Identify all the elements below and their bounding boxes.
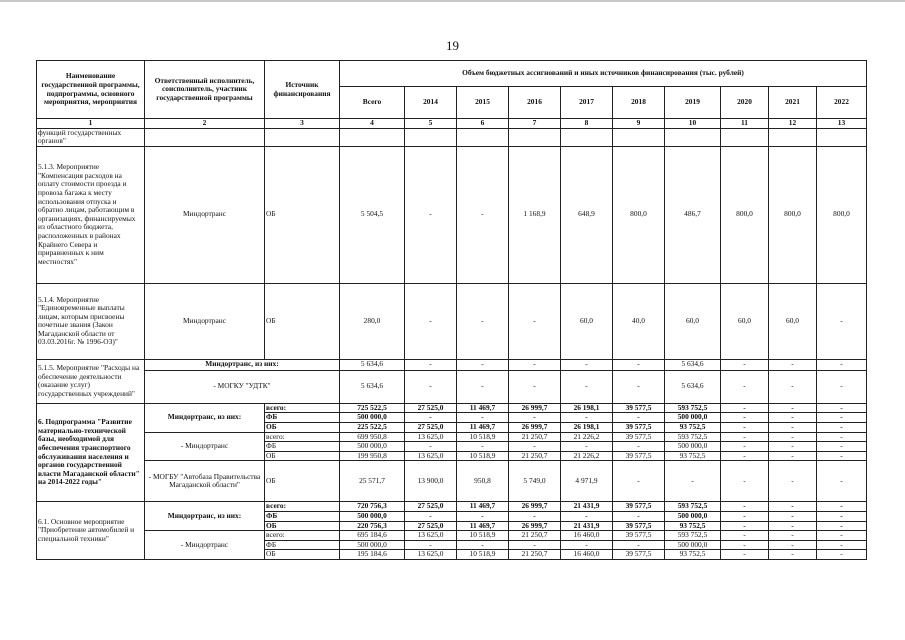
value-cell: - (613, 461, 665, 502)
table-row (37, 432, 867, 442)
value-cell: - (509, 511, 561, 521)
value-cell: 695 184,6 (340, 531, 405, 541)
header-source: Источник финансирования (265, 61, 340, 119)
value-cell: - (817, 432, 867, 442)
value-cell: - (721, 521, 769, 531)
value-cell: 800,0 (613, 146, 665, 283)
value-cell: - (769, 370, 817, 403)
value-cell: 593 752,5 (665, 432, 721, 442)
value-cell: - (721, 550, 769, 560)
value-cell: - (561, 540, 613, 550)
value-cell: 500 000,0 (340, 413, 405, 423)
value-cell: - (721, 403, 769, 413)
value-cell: - (509, 370, 561, 403)
column-number: 6 (457, 119, 509, 129)
value-cell: - (457, 413, 509, 423)
source-cell: ОБ (265, 146, 340, 283)
value-cell: - (721, 442, 769, 452)
value-cell: 21 431,9 (561, 502, 613, 512)
source-cell: ОБ (265, 283, 340, 359)
value-cell: 500 000,0 (340, 442, 405, 452)
value-cell: - (509, 540, 561, 550)
value-cell: 10 518,9 (457, 550, 509, 560)
value-cell: - (769, 413, 817, 423)
value-cell: - (817, 531, 867, 541)
value-cell: - (769, 461, 817, 502)
row-name: функций государственных органов" (37, 128, 145, 146)
source-cell: ФБ (265, 413, 340, 423)
value-cell: 5 749,0 (509, 461, 561, 502)
table-row (37, 502, 867, 512)
value-cell: - (769, 422, 817, 432)
value-cell: - (405, 146, 457, 283)
value-cell: 21 226,2 (561, 432, 613, 442)
value-cell: 486,7 (665, 146, 721, 283)
header-responsible: Ответственный исполнитель, соисполнитель, участник государственной программы (145, 61, 265, 119)
value-cell: 39 577,5 (613, 403, 665, 413)
source-cell: ОБ (265, 461, 340, 502)
table-row (37, 359, 867, 370)
value-cell: - (561, 370, 613, 403)
value-cell: - (561, 511, 613, 521)
value-cell: 13 900,0 (405, 461, 457, 502)
value-cell: 21 226,2 (561, 451, 613, 461)
value-cell: 21 250,7 (509, 451, 561, 461)
column-number: 4 (340, 119, 405, 129)
source-cell: ОБ (265, 451, 340, 461)
row-name: 6.1. Основное мероприятие "Приобретение автомобилей и специальной техники" (37, 502, 145, 560)
value-cell: 13 625,0 (405, 451, 457, 461)
continuation-row (37, 128, 867, 146)
value-cell: - (721, 511, 769, 521)
value-cell: 5 504,5 (340, 146, 405, 283)
value-cell: 21 250,7 (509, 432, 561, 442)
value-cell: 13 625,0 (405, 531, 457, 541)
value-cell: - (769, 403, 817, 413)
value-cell: - (457, 359, 509, 370)
value-cell: 27 525,0 (405, 502, 457, 512)
responsible-cell: - МОГКУ "УДТК" (145, 370, 340, 403)
value-cell: 500 000,0 (665, 540, 721, 550)
column-number: 5 (405, 119, 457, 129)
value-cell: 4 971,9 (561, 461, 613, 502)
column-number: 9 (613, 119, 665, 129)
header-year: 2017 (561, 87, 613, 119)
value-cell: - (613, 413, 665, 423)
value-cell: 648,9 (561, 146, 613, 283)
value-cell: - (613, 442, 665, 452)
value-cell: 39 577,5 (613, 432, 665, 442)
value-cell: 720 756,3 (340, 502, 405, 512)
value-cell: - (817, 550, 867, 560)
table-row (37, 531, 867, 541)
value-cell: - (721, 370, 769, 403)
header-year: 2022 (817, 87, 867, 119)
value-cell: 60,0 (769, 283, 817, 359)
column-number: 3 (265, 119, 340, 129)
header-year: 2020 (721, 87, 769, 119)
value-cell: 26 999,7 (509, 502, 561, 512)
value-cell: 27 525,0 (405, 403, 457, 413)
value-cell: - (817, 511, 867, 521)
value-cell: 26 999,7 (509, 521, 561, 531)
value-cell: 26 999,7 (509, 422, 561, 432)
column-number: 13 (817, 119, 867, 129)
value-cell: 500 000,0 (340, 511, 405, 521)
value-cell: - (817, 370, 867, 403)
value-cell: - (721, 422, 769, 432)
column-number: 2 (145, 119, 265, 129)
value-cell: 500 000,0 (665, 413, 721, 423)
value-cell: 93 752,5 (665, 422, 721, 432)
value-cell: - (769, 540, 817, 550)
value-cell: - (613, 359, 665, 370)
value-cell: - (817, 461, 867, 502)
value-cell: - (405, 370, 457, 403)
header-year: 2018 (613, 87, 665, 119)
value-cell: 39 577,5 (613, 422, 665, 432)
value-cell: - (817, 359, 867, 370)
value-cell: 500 000,0 (340, 540, 405, 550)
value-cell: 21 250,7 (509, 531, 561, 541)
value-cell: 60,0 (561, 283, 613, 359)
value-cell: 10 518,9 (457, 432, 509, 442)
value-cell: - (817, 283, 867, 359)
source-cell: ОБ (265, 550, 340, 560)
responsible-cell: Миндортранс (145, 283, 265, 359)
source-cell: всего: (265, 531, 340, 541)
value-cell: 500 000,0 (665, 442, 721, 452)
value-cell: - (405, 413, 457, 423)
column-number: 1 (37, 119, 145, 129)
value-cell: - (769, 550, 817, 560)
value-cell: 593 752,5 (665, 531, 721, 541)
value-cell: - (457, 540, 509, 550)
column-number: 11 (721, 119, 769, 129)
source-cell: ФБ (265, 511, 340, 521)
value-cell: 225 522,5 (340, 422, 405, 432)
value-cell: 13 625,0 (405, 550, 457, 560)
value-cell: - (817, 502, 867, 512)
header-year: 2019 (665, 87, 721, 119)
value-cell: 800,0 (721, 146, 769, 283)
value-cell: 5 634,6 (665, 370, 721, 403)
value-cell: - (509, 413, 561, 423)
value-cell: 40,0 (613, 283, 665, 359)
value-cell: 39 577,5 (613, 531, 665, 541)
value-cell: 5 634,6 (665, 359, 721, 370)
value-cell: - (405, 359, 457, 370)
value-cell: - (561, 413, 613, 423)
value-cell: 593 752,5 (665, 502, 721, 512)
value-cell: 1 168,9 (509, 146, 561, 283)
value-cell: 16 460,0 (561, 531, 613, 541)
value-cell: 26 999,7 (509, 403, 561, 413)
header-year: 2021 (769, 87, 817, 119)
value-cell: 93 752,5 (665, 521, 721, 531)
value-cell: 699 950,8 (340, 432, 405, 442)
value-cell: - (613, 370, 665, 403)
value-cell: - (721, 531, 769, 541)
source-cell: ОБ (265, 521, 340, 531)
value-cell: - (509, 442, 561, 452)
value-cell: - (769, 451, 817, 461)
header-year: 2014 (405, 87, 457, 119)
value-cell: 26 198,1 (561, 403, 613, 413)
header-year: 2016 (509, 87, 561, 119)
value-cell: - (721, 461, 769, 502)
value-cell: 725 522,5 (340, 403, 405, 413)
value-cell: - (769, 511, 817, 521)
table-row (37, 403, 867, 413)
value-cell: - (769, 442, 817, 452)
table-row (37, 461, 867, 502)
value-cell: - (405, 540, 457, 550)
value-cell: - (405, 442, 457, 452)
budget-table (36, 60, 867, 560)
value-cell: 10 518,9 (457, 531, 509, 541)
value-cell: 26 198,1 (561, 422, 613, 432)
source-cell: всего: (265, 403, 340, 413)
value-cell: - (405, 283, 457, 359)
column-number: 10 (665, 119, 721, 129)
table-row (37, 146, 867, 283)
value-cell: - (769, 432, 817, 442)
value-cell: - (817, 413, 867, 423)
value-cell: - (509, 283, 561, 359)
value-cell: - (721, 502, 769, 512)
value-cell: 27 525,0 (405, 422, 457, 432)
value-cell: 593 752,5 (665, 403, 721, 413)
source-cell: ФБ (265, 540, 340, 550)
value-cell: - (721, 432, 769, 442)
responsible-cell: Миндортранс (145, 146, 265, 283)
source-cell: всего: (265, 432, 340, 442)
value-cell: 93 752,5 (665, 550, 721, 560)
value-cell: - (457, 442, 509, 452)
responsible-cell: Миндортранс, из них: (145, 359, 340, 370)
value-cell: 950,8 (457, 461, 509, 502)
value-cell: 60,0 (665, 283, 721, 359)
value-cell: 93 752,5 (665, 451, 721, 461)
value-cell: - (509, 359, 561, 370)
value-cell: - (817, 521, 867, 531)
value-cell: - (721, 540, 769, 550)
value-cell: - (769, 521, 817, 531)
header-year: 2015 (457, 87, 509, 119)
value-cell: - (769, 359, 817, 370)
value-cell: - (721, 451, 769, 461)
value-cell: 11 469,7 (457, 422, 509, 432)
value-cell: - (457, 283, 509, 359)
source-cell: ОБ (265, 422, 340, 432)
value-cell: - (817, 422, 867, 432)
value-cell: - (817, 540, 867, 550)
column-number: 7 (509, 119, 561, 129)
value-cell: - (769, 502, 817, 512)
value-cell: - (817, 442, 867, 452)
header-row-1 (37, 61, 867, 87)
value-cell: 21 431,9 (561, 521, 613, 531)
value-cell: 27 525,0 (405, 521, 457, 531)
value-cell: - (721, 413, 769, 423)
value-cell: 13 625,0 (405, 432, 457, 442)
value-cell: 11 469,7 (457, 521, 509, 531)
value-cell: - (561, 359, 613, 370)
responsible-cell: - Миндортранс (145, 432, 265, 461)
value-cell: 800,0 (769, 146, 817, 283)
value-cell: 500 000,0 (665, 511, 721, 521)
header-total: Всего (340, 87, 405, 119)
value-cell: 220 756,3 (340, 521, 405, 531)
value-cell: - (405, 511, 457, 521)
value-cell: - (817, 403, 867, 413)
value-cell: - (613, 540, 665, 550)
value-cell: 39 577,5 (613, 521, 665, 531)
top-border-line (0, 0, 905, 2)
responsible-cell: - МОГБУ "Автобаза Правительства Магаданской области" (145, 461, 265, 502)
row-name: 6. Подпрограмма "Развитие материально-технической базы, необходимой для обеспечения транспортного обслуживания населения и органов государственной власти Магаданской области" на 2014-2022 годы" (37, 403, 145, 502)
value-cell: 25 571,7 (340, 461, 405, 502)
value-cell: - (457, 370, 509, 403)
value-cell: 16 460,0 (561, 550, 613, 560)
responsible-cell: Миндортранс, из них: (145, 403, 265, 432)
table-row (37, 283, 867, 359)
value-cell: 39 577,5 (613, 502, 665, 512)
value-cell: - (769, 531, 817, 541)
value-cell: 195 184,6 (340, 550, 405, 560)
value-cell: - (665, 461, 721, 502)
value-cell: - (817, 451, 867, 461)
value-cell: 5 634,6 (340, 359, 405, 370)
value-cell: - (613, 511, 665, 521)
responsible-cell: Миндортранс, из них: (145, 502, 265, 531)
value-cell: 39 577,5 (613, 451, 665, 461)
header-name: Наименование государственной программы, подпрограммы, основного мероприятия, мероприятия (37, 61, 145, 119)
value-cell: 280,0 (340, 283, 405, 359)
table-row (37, 370, 867, 403)
source-cell: всего: (265, 502, 340, 512)
value-cell: 5 634,6 (340, 370, 405, 403)
column-number-row (37, 119, 867, 129)
value-cell: - (561, 442, 613, 452)
value-cell: 199 950,8 (340, 451, 405, 461)
value-cell: 21 250,7 (509, 550, 561, 560)
row-name: 5.1.5. Мероприятие "Расходы на обеспечение деятельности (оказание услуг) государственных учреждений" (37, 359, 145, 403)
value-cell: 800,0 (817, 146, 867, 283)
row-name: 5.1.3. Мероприятие "Компенсация расходов на оплату стоимости проезда и провоза багажа к месту использования отпуска и обратно лицам, работающим в организациях, финансируемых из областного бюджета, расположенных в районах Крайнего Севера и приравненных к ним местностях" (37, 146, 145, 283)
page-number: 19 (446, 38, 459, 53)
value-cell: - (457, 146, 509, 283)
header-volume: Объем бюджетных ассигнований и иных источников финансирования (тыс. рублей) (340, 61, 867, 87)
value-cell: 11 469,7 (457, 502, 509, 512)
value-cell: - (721, 359, 769, 370)
column-number: 8 (561, 119, 613, 129)
row-name: 5.1.4. Мероприятие "Единовременные выплаты лицам, которым присвоены почетные звания (Закон Магаданской области от 03.03.2016г. № 1996-ОЗ)" (37, 283, 145, 359)
value-cell: 39 577,5 (613, 550, 665, 560)
source-cell: ФБ (265, 442, 340, 452)
value-cell: 60,0 (721, 283, 769, 359)
value-cell: - (457, 511, 509, 521)
value-cell: 11 469,7 (457, 403, 509, 413)
value-cell: 10 518,9 (457, 451, 509, 461)
column-number: 12 (769, 119, 817, 129)
responsible-cell: - Миндортранс (145, 531, 265, 560)
